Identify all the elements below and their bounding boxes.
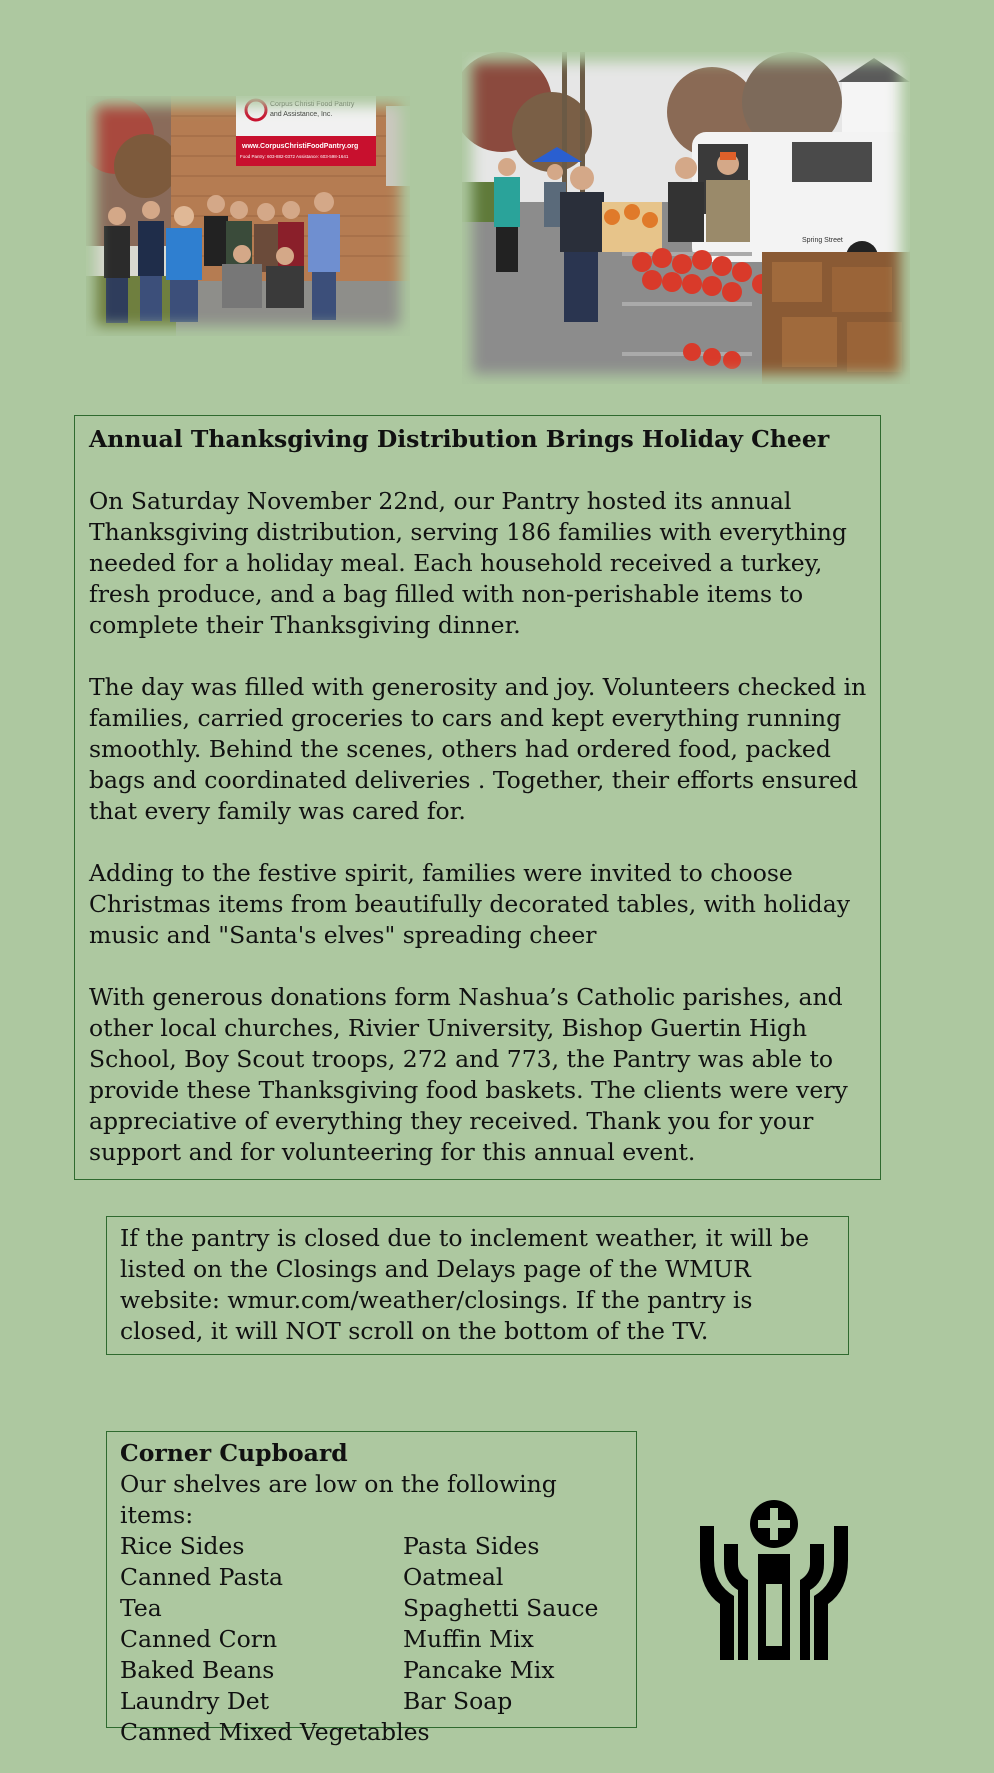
weather-notice	[106, 1216, 849, 1355]
story-paragraph: Adding to the festive spirit, families were invited to choose Christmas items from beautifully decorated tables, with holiday music and "Santa's elves" spreading cheer	[89, 859, 850, 949]
cupboard-item: Canned Pasta	[120, 1563, 283, 1591]
weather-notice-text: If the pantry is closed due to inclement weather, it will be listed on the Closings and Delays page of the WMUR website: wmur.com/weather/closings. If the pantry is closed, it will NOT scroll on the bottom of the TV.	[120, 1224, 810, 1345]
cupboard-item: Oatmeal	[403, 1563, 504, 1591]
cupboard-item: Bar Soap	[403, 1687, 513, 1715]
van-text: Spring Street	[802, 237, 843, 244]
sign-phone: Food Pantry: 603-882-0372 Assistance: 603-598-1641	[240, 154, 349, 159]
story-paragraph: On Saturday November 22nd, our Pantry hosted its annual Thanksgiving distribution, serving 186 families with everything needed for a holiday meal. Each household received a turkey, fresh produce, and a bag filled with non-perishable items to complete their Thanksgiving dinner.	[89, 487, 847, 639]
cupboard-row	[120, 1655, 626, 1686]
cupboard-title: Corner Cupboard	[120, 1439, 348, 1467]
cupboard-row	[120, 1531, 626, 1562]
sign-url: www.CorpusChristiFoodPantry.org	[242, 143, 359, 150]
cupboard-item: Pasta Sides	[403, 1532, 540, 1560]
story-title: Annual Thanksgiving Distribution Brings Holiday Cheer	[89, 425, 830, 453]
sign-line2: and Assistance, Inc.	[270, 111, 333, 118]
cupboard-item: Tea	[120, 1594, 162, 1622]
cupboard-intro: Our shelves are low on the following items:	[120, 1470, 557, 1529]
story-paragraph: With generous donations form Nashua’s Catholic parishes, and other local churches, Rivier University, Bishop Guertin High School, Boy Scout troops, 272 and 773, the Pantry was able to provide these Thanksgiving food baskets. The clients were very appreciative of everything they received. Thank you for your support and for volunteering for this annual event.	[89, 983, 848, 1166]
cupboard-row	[120, 1562, 626, 1593]
thanksgiving-story	[74, 415, 881, 1180]
cupboard-item: Canned Mixed Vegetables	[120, 1718, 430, 1746]
cupboard-item: Canned Corn	[120, 1625, 278, 1653]
story-paragraph: The day was filled with generosity and joy. Volunteers checked in families, carried groceries to cars and kept everything running smoothly. Behind the scenes, others had ordered food, packed bags and coordinated deliveries . Together, their efforts ensured that every family was cared for.	[89, 673, 867, 825]
cupboard-row	[120, 1593, 626, 1624]
cupboard-row	[120, 1624, 626, 1655]
cupboard-item: Spaghetti Sauce	[403, 1594, 599, 1622]
cupboard-item: Muffin Mix	[403, 1625, 534, 1653]
cupboard-row	[120, 1686, 626, 1717]
corner-cupboard	[106, 1431, 637, 1746]
cupboard-item: Pancake Mix	[403, 1656, 555, 1684]
cupboard-item: Rice Sides	[120, 1532, 245, 1560]
distribution-photo	[462, 52, 910, 384]
sign-line1: Corpus Christi Food Pantry	[270, 101, 355, 108]
volunteers-photo	[86, 96, 410, 336]
corpus-christi-logo-icon	[700, 1498, 848, 1660]
cupboard-item: Baked Beans	[120, 1656, 275, 1684]
cupboard-item: Laundry Det	[120, 1687, 270, 1715]
